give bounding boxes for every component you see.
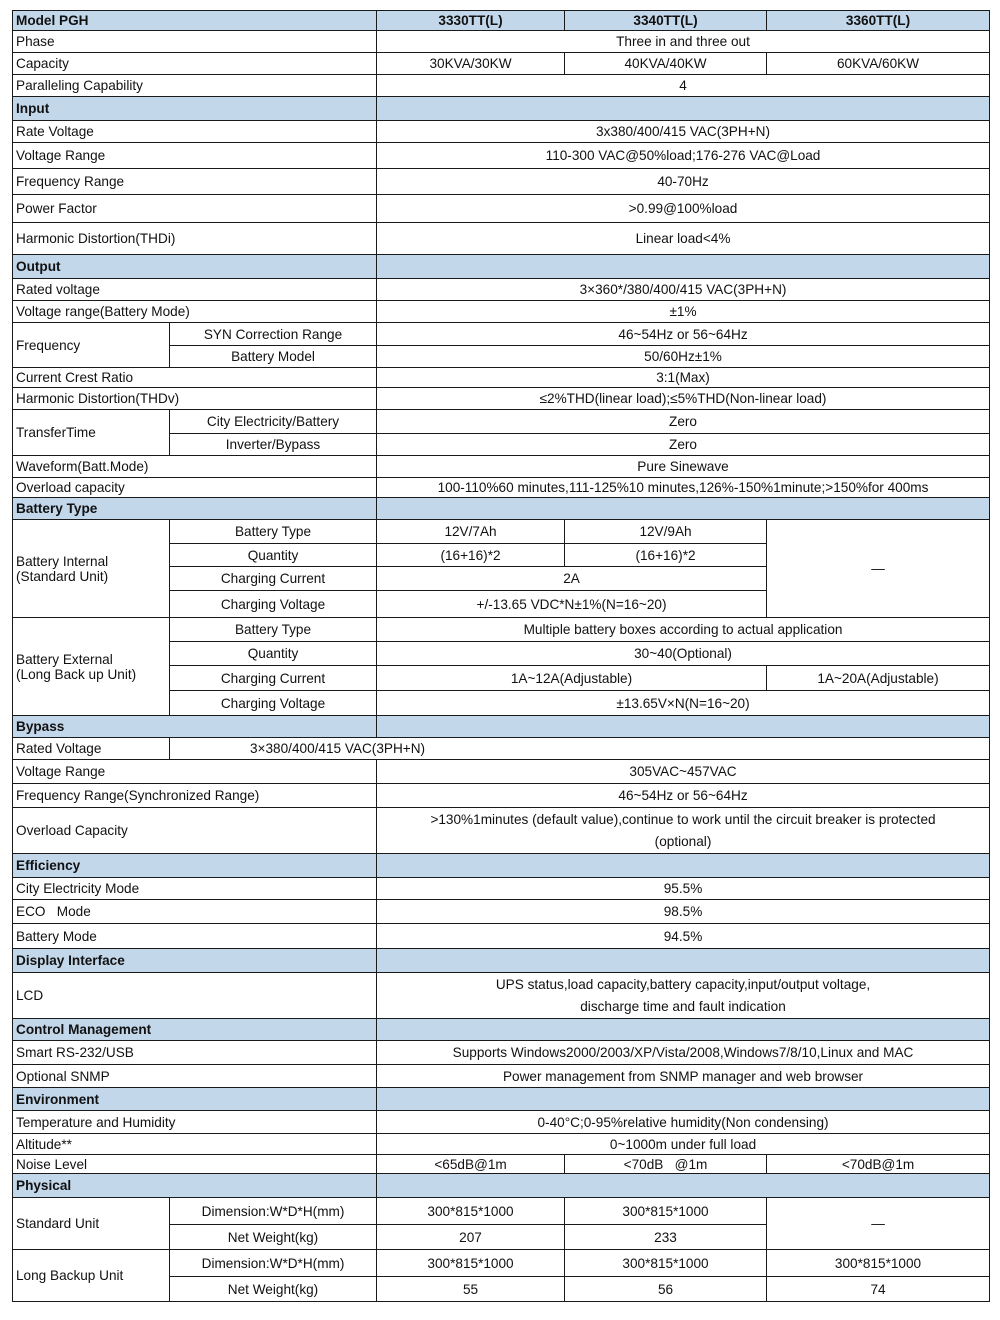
paralleling-label: Paralleling Capability (13, 75, 377, 97)
model-col-3: 3360TT(L) (767, 11, 990, 31)
battery-external-type-value: Multiple battery boxes according to actual application (377, 618, 990, 642)
bypass-frequency-range-value: 46~54Hz or 56~64Hz (377, 784, 990, 808)
efficiency-battery-label: Battery Mode (13, 924, 377, 949)
efficiency-eco-row (13, 900, 990, 924)
environment-noise-value-1: <65dB@1m (377, 1155, 565, 1174)
display-title: Display Interface (13, 949, 377, 973)
battery-internal-type-label: Battery Type (170, 520, 377, 544)
phase-value: Three in and three out (377, 31, 990, 53)
environment-altitude-row (13, 1134, 990, 1155)
output-waveform-value: Pure Sinewave (377, 456, 990, 478)
output-voltage-range-label: Voltage range(Battery Mode) (13, 301, 377, 323)
output-crest-ratio-label: Current Crest Ratio (13, 368, 377, 388)
environment-temp-row (13, 1111, 990, 1134)
output-section-header (13, 255, 990, 279)
output-rated-voltage-label: Rated voltage (13, 279, 377, 301)
physical-long-weight-label: Net Weight(kg) (170, 1277, 377, 1302)
physical-long-weight-1: 55 (377, 1277, 565, 1302)
environment-altitude-value: 0~1000m under full load (377, 1134, 990, 1155)
output-transfer-inverter-label: Inverter/Bypass (170, 434, 377, 456)
environment-section-header (13, 1088, 990, 1111)
battery-section-header (13, 498, 990, 520)
physical-long-dimension-3: 300*815*1000 (767, 1250, 990, 1277)
efficiency-city-row (13, 878, 990, 900)
battery-internal-voltage-value: +/-13.65 VDC*N±1%(N=16~20) (377, 591, 767, 618)
control-snmp-label: Optional SNMP (13, 1065, 377, 1088)
input-power-factor-label: Power Factor (13, 195, 377, 223)
ups-spec-table (12, 10, 990, 1302)
display-lcd-value-line1: UPS status,load capacity,battery capacity,input/output voltage, (495, 976, 871, 992)
capacity-label: Capacity (13, 53, 377, 75)
input-thdi-value: Linear load<4% (377, 223, 990, 255)
efficiency-eco-label: ECO Mode (13, 900, 377, 924)
physical-standard-weight-1: 207 (377, 1225, 565, 1250)
battery-external-current-label: Charging Current (170, 666, 377, 691)
bypass-overload-value-line1: >130%1minutes (default value),continue to work until the circuit breaker is protected (430, 811, 936, 827)
battery-internal-quantity-1: (16+16)*2 (377, 544, 565, 567)
output-thdv-value: ≤2%THD(linear load);≤5%THD(Non-linear load) (377, 388, 990, 410)
model-label: Model PGH (13, 11, 377, 31)
physical-standard-label: Standard Unit (13, 1198, 170, 1250)
battery-internal-current-value: 2A (377, 567, 767, 591)
battery-external-voltage-label: Charging Voltage (170, 691, 377, 716)
physical-standard-weight-2: 233 (565, 1225, 767, 1250)
input-thdi-row (13, 223, 990, 255)
output-syn-label: SYN Correction Range (170, 323, 377, 346)
output-overload-value: 100-110%60 minutes,111-125%10 minutes,126%-150%1minute;>150%for 400ms (377, 478, 990, 498)
output-waveform-row (13, 456, 990, 478)
display-lcd-value-line2: discharge time and fault indication (580, 998, 786, 1014)
output-transfer-label: TransferTime (13, 410, 170, 456)
bypass-title: Bypass (13, 716, 377, 738)
bypass-overload-value (377, 808, 990, 854)
output-thdv-label: Harmonic Distortion(THDv) (13, 388, 377, 410)
output-battery-model-label: Battery Model (170, 346, 377, 368)
bypass-rated-voltage-row (13, 738, 990, 760)
physical-long-dimension-2: 300*815*1000 (565, 1250, 767, 1277)
control-snmp-value: Power management from SNMP manager and web browser (377, 1065, 990, 1088)
battery-external-current-value-1: 1A~12A(Adjustable) (377, 666, 767, 691)
physical-standard-na: — (767, 1198, 990, 1250)
control-section-header (13, 1019, 990, 1041)
efficiency-battery-row (13, 924, 990, 949)
input-thdi-label: Harmonic Distortion(THDi) (13, 223, 377, 255)
input-rate-voltage-value: 3x380/400/415 VAC(3PH+N) (377, 121, 990, 143)
environment-noise-value-2: <70dB @1m (565, 1155, 767, 1174)
display-lcd-value (377, 973, 990, 1019)
physical-long-weight-2: 56 (565, 1277, 767, 1302)
efficiency-title: Efficiency (13, 854, 377, 878)
physical-long-dimension-1: 300*815*1000 (377, 1250, 565, 1277)
capacity-value-2: 40KVA/40KW (565, 53, 767, 75)
model-row (13, 11, 990, 31)
physical-long-dimension-label: Dimension:W*D*H(mm) (170, 1250, 377, 1277)
phase-label: Phase (13, 31, 377, 53)
battery-external-current-value-2: 1A~20A(Adjustable) (767, 666, 990, 691)
paralleling-value: 4 (377, 75, 990, 97)
input-power-factor-value: >0.99@100%load (377, 195, 990, 223)
battery-external-label (13, 618, 170, 716)
battery-internal-label (13, 520, 170, 618)
battery-external-voltage-value: ±13.65V×N(N=16~20) (377, 691, 990, 716)
control-rs232-label: Smart RS-232/USB (13, 1041, 377, 1065)
output-frequency-syn-row (13, 323, 990, 346)
input-voltage-range-row (13, 143, 990, 169)
physical-standard-weight-label: Net Weight(kg) (170, 1225, 377, 1250)
battery-internal-label-line2: (Standard Unit) (16, 568, 109, 584)
physical-long-dimension-row (13, 1250, 990, 1277)
display-lcd-label: LCD (13, 973, 377, 1019)
output-battery-model-value: 50/60Hz±1% (377, 346, 990, 368)
output-crest-ratio-value: 3:1(Max) (377, 368, 990, 388)
model-col-2: 3340TT(L) (565, 11, 767, 31)
environment-noise-label: Noise Level (13, 1155, 377, 1174)
control-rs232-row (13, 1041, 990, 1065)
battery-internal-current-label: Charging Current (170, 567, 377, 591)
battery-internal-label-line1: Battery Internal (16, 553, 109, 569)
input-power-factor-row (13, 195, 990, 223)
bypass-overload-row (13, 808, 990, 854)
capacity-value-3: 60KVA/60KW (767, 53, 990, 75)
capacity-row (13, 53, 990, 75)
input-frequency-range-row (13, 169, 990, 195)
environment-title: Environment (13, 1088, 377, 1111)
battery-internal-type-2: 12V/9Ah (565, 520, 767, 544)
output-waveform-label: Waveform(Batt.Mode) (13, 456, 377, 478)
display-lcd-row (13, 973, 990, 1019)
battery-external-label-line1: Battery External (16, 651, 113, 667)
bypass-rated-voltage-label: Rated Voltage (13, 738, 170, 760)
output-overload-row (13, 478, 990, 498)
bypass-frequency-range-label: Frequency Range(Synchronized Range) (13, 784, 377, 808)
physical-long-weight-3: 74 (767, 1277, 990, 1302)
environment-temp-label: Temperature and Humidity (13, 1111, 377, 1134)
bypass-overload-value-line2: (optional) (654, 833, 712, 849)
output-voltage-range-row (13, 301, 990, 323)
capacity-value-1: 30KVA/30KW (377, 53, 565, 75)
physical-standard-dimension-1: 300*815*1000 (377, 1198, 565, 1225)
model-col-1: 3330TT(L) (377, 11, 565, 31)
input-voltage-range-value: 110-300 VAC@50%load;176-276 VAC@Load (377, 143, 990, 169)
output-overload-label: Overload capacity (13, 478, 377, 498)
battery-internal-quantity-label: Quantity (170, 544, 377, 567)
input-frequency-range-label: Frequency Range (13, 169, 377, 195)
battery-external-type-row (13, 618, 990, 642)
output-rated-voltage-row (13, 279, 990, 301)
output-transfer-city-row (13, 410, 990, 434)
control-title: Control Management (13, 1019, 377, 1041)
input-rate-voltage-label: Rate Voltage (13, 121, 377, 143)
bypass-frequency-range-row (13, 784, 990, 808)
input-title: Input (13, 97, 377, 121)
environment-noise-value-3: <70dB@1m (767, 1155, 990, 1174)
output-frequency-label: Frequency (13, 323, 170, 368)
bypass-voltage-range-row (13, 760, 990, 784)
battery-title: Battery Type (13, 498, 377, 520)
efficiency-battery-value: 94.5% (377, 924, 990, 949)
battery-internal-type-1: 12V/7Ah (377, 520, 565, 544)
physical-standard-dimension-2: 300*815*1000 (565, 1198, 767, 1225)
input-section-header (13, 97, 990, 121)
physical-section-header (13, 1174, 990, 1198)
control-rs232-value: Supports Windows2000/2003/XP/Vista/2008,Windows7/8/10,Linux and MAC (377, 1041, 990, 1065)
output-thdv-row (13, 388, 990, 410)
battery-external-quantity-label: Quantity (170, 642, 377, 666)
battery-external-type-label: Battery Type (170, 618, 377, 642)
battery-internal-na: — (767, 520, 990, 618)
battery-internal-quantity-2: (16+16)*2 (565, 544, 767, 567)
efficiency-city-label: City Electricity Mode (13, 878, 377, 900)
physical-standard-dimension-row (13, 1198, 990, 1225)
bypass-voltage-range-value: 305VAC~457VAC (377, 760, 990, 784)
output-transfer-inverter-value: Zero (377, 434, 990, 456)
bypass-rated-voltage-value: 3×380/400/415 VAC(3PH+N) (170, 738, 990, 760)
output-syn-value: 46~54Hz or 56~64Hz (377, 323, 990, 346)
phase-row (13, 31, 990, 53)
environment-temp-value: 0-40°C;0-95%relative humidity(Non condensing) (377, 1111, 990, 1134)
display-section-header (13, 949, 990, 973)
physical-title: Physical (13, 1174, 377, 1198)
physical-long-label: Long Backup Unit (13, 1250, 170, 1302)
output-transfer-city-value: Zero (377, 410, 990, 434)
input-rate-voltage-row (13, 121, 990, 143)
input-voltage-range-label: Voltage Range (13, 143, 377, 169)
battery-internal-voltage-label: Charging Voltage (170, 591, 377, 618)
output-title: Output (13, 255, 377, 279)
control-snmp-row (13, 1065, 990, 1088)
bypass-section-header (13, 716, 990, 738)
paralleling-row (13, 75, 990, 97)
battery-internal-type-row (13, 520, 990, 544)
battery-external-quantity-value: 30~40(Optional) (377, 642, 990, 666)
physical-standard-dimension-label: Dimension:W*D*H(mm) (170, 1198, 377, 1225)
battery-external-label-line2: (Long Back up Unit) (16, 666, 137, 682)
bypass-overload-label: Overload Capacity (13, 808, 377, 854)
environment-altitude-label: Altitude** (13, 1134, 377, 1155)
efficiency-section-header (13, 854, 990, 878)
efficiency-city-value: 95.5% (377, 878, 990, 900)
output-transfer-city-label: City Electricity/Battery (170, 410, 377, 434)
output-crest-ratio-row (13, 368, 990, 388)
efficiency-eco-value: 98.5% (377, 900, 990, 924)
input-frequency-range-value: 40-70Hz (377, 169, 990, 195)
bypass-voltage-range-label: Voltage Range (13, 760, 377, 784)
environment-noise-row (13, 1155, 990, 1174)
output-voltage-range-value: ±1% (377, 301, 990, 323)
output-rated-voltage-value: 3×360*/380/400/415 VAC(3PH+N) (377, 279, 990, 301)
